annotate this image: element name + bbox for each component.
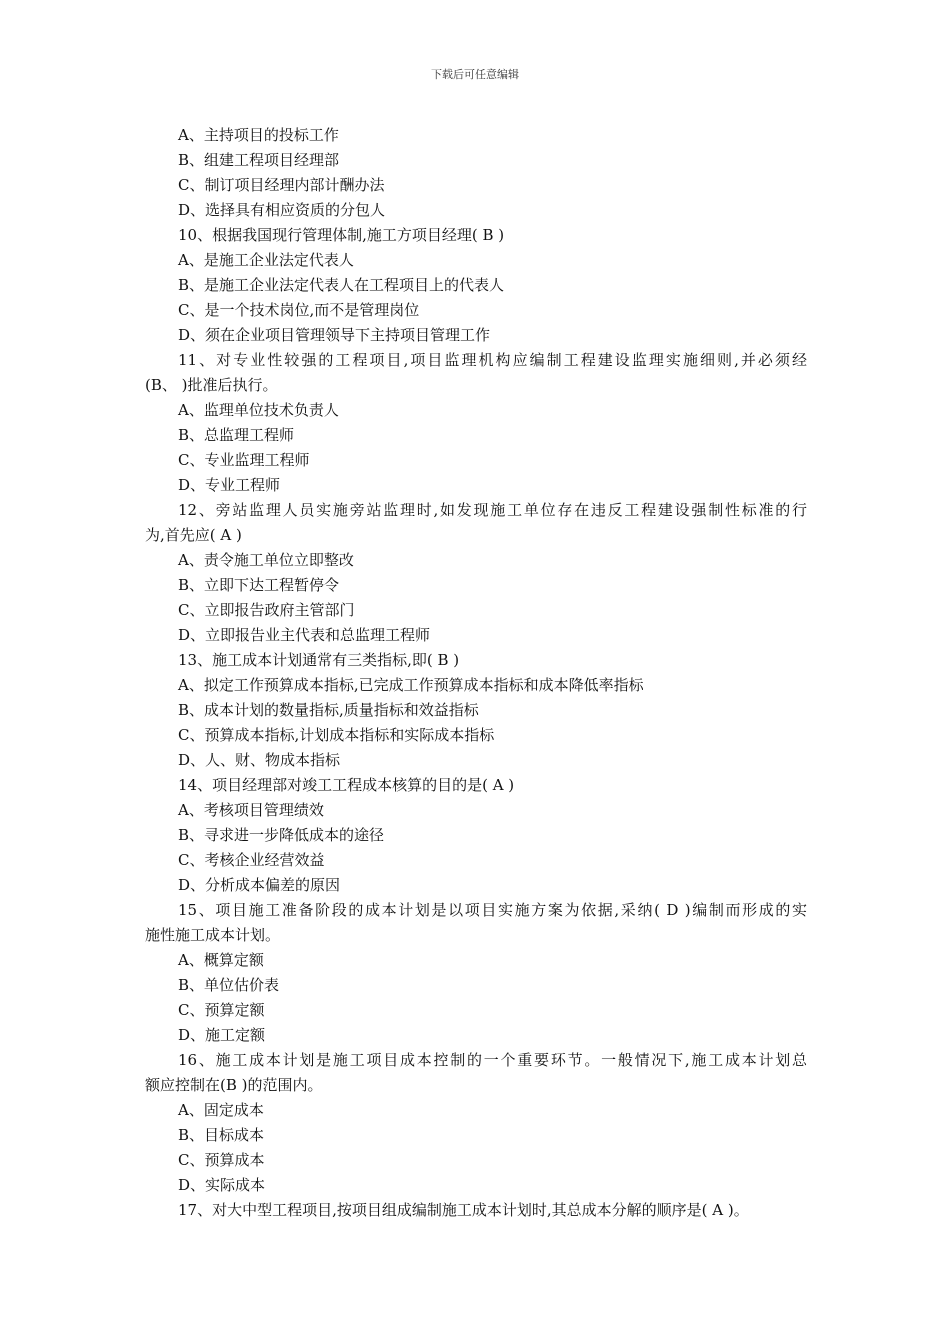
answer-option: A、责令施工单位立即整改 — [178, 551, 354, 569]
question-text: 11、对专业性较强的工程项目,项目监理机构应编制工程建设监理实施细则,并必须经 — [178, 351, 807, 369]
answer-option: C、预算成本指标,计划成本指标和实际成本指标 — [178, 726, 495, 744]
answer-option: A、考核项目管理绩效 — [178, 801, 324, 819]
answer-option: A、主持项目的投标工作 — [178, 126, 339, 144]
answer-option: C、制订项目经理内部计酬办法 — [178, 176, 385, 194]
answer-option: A、监理单位技术负责人 — [178, 401, 339, 419]
answer-option: A、是施工企业法定代表人 — [178, 251, 354, 269]
answer-option: A、概算定额 — [178, 951, 264, 969]
question-text: 10、根据我国现行管理体制,施工方项目经理( B ) — [178, 226, 505, 244]
page-header: 下载后可任意编辑 — [431, 68, 519, 81]
answer-option: B、组建工程项目经理部 — [178, 151, 340, 169]
answer-option: D、须在企业项目管理领导下主持项目管理工作 — [178, 326, 491, 344]
question-text: 17、对大中型工程项目,按项目组成编制施工成本计划时,其总成本分解的顺序是( A )。 — [178, 1201, 749, 1219]
answer-option: C、立即报告政府主管部门 — [178, 601, 355, 619]
answer-option: D、人、财、物成本指标 — [178, 751, 341, 769]
answer-option: B、是施工企业法定代表人在工程项目上的代表人 — [178, 276, 505, 294]
answer-option: D、立即报告业主代表和总监理工程师 — [178, 626, 431, 644]
answer-option: D、施工定额 — [178, 1026, 266, 1044]
question-text: 15、项目施工准备阶段的成本计划是以项目实施方案为依据,采纳( D )编制而形成的实 — [178, 901, 807, 919]
answer-option: B、目标成本 — [178, 1126, 265, 1144]
document-body — [145, 123, 807, 1223]
answer-option: B、成本计划的数量指标,质量指标和效益指标 — [178, 701, 479, 719]
answer-option: D、专业工程师 — [178, 476, 281, 494]
answer-option: D、选择具有相应资质的分包人 — [178, 201, 386, 219]
answer-option: A、固定成本 — [178, 1101, 264, 1119]
answer-option: D、实际成本 — [178, 1176, 266, 1194]
answer-option: B、寻求进一步降低成本的途径 — [178, 826, 385, 844]
answer-option: B、立即下达工程暂停令 — [178, 576, 340, 594]
answer-option: B、总监理工程师 — [178, 426, 295, 444]
answer-option: D、分析成本偏差的原因 — [178, 876, 341, 894]
question-text: 16、施工成本计划是施工项目成本控制的一个重要环节。一般情况下,施工成本计划总 — [178, 1051, 807, 1069]
answer-option: C、预算定额 — [178, 1001, 265, 1019]
answer-option: A、拟定工作预算成本指标,已完成工作预算成本指标和成本降低率指标 — [178, 676, 644, 694]
answer-option: C、预算成本 — [178, 1151, 265, 1169]
question-continuation: (B、 )批准后执行。 — [145, 376, 278, 394]
answer-option: C、是一个技术岗位,而不是管理岗位 — [178, 301, 420, 319]
answer-option: C、专业监理工程师 — [178, 451, 310, 469]
question-continuation: 施性施工成本计划。 — [145, 926, 281, 944]
question-text: 12、旁站监理人员实施旁站监理时,如发现施工单位存在违反工程建设强制性标准的行 — [178, 501, 807, 519]
answer-option: C、考核企业经营效益 — [178, 851, 325, 869]
answer-option: B、单位估价表 — [178, 976, 280, 994]
question-text: 13、施工成本计划通常有三类指标,即( B ) — [178, 651, 460, 669]
question-continuation: 额应控制在(B )的范围内。 — [145, 1076, 323, 1094]
question-text: 14、项目经理部对竣工工程成本核算的目的是( A ) — [178, 776, 515, 794]
question-continuation: 为,首先应( A ) — [145, 526, 242, 544]
